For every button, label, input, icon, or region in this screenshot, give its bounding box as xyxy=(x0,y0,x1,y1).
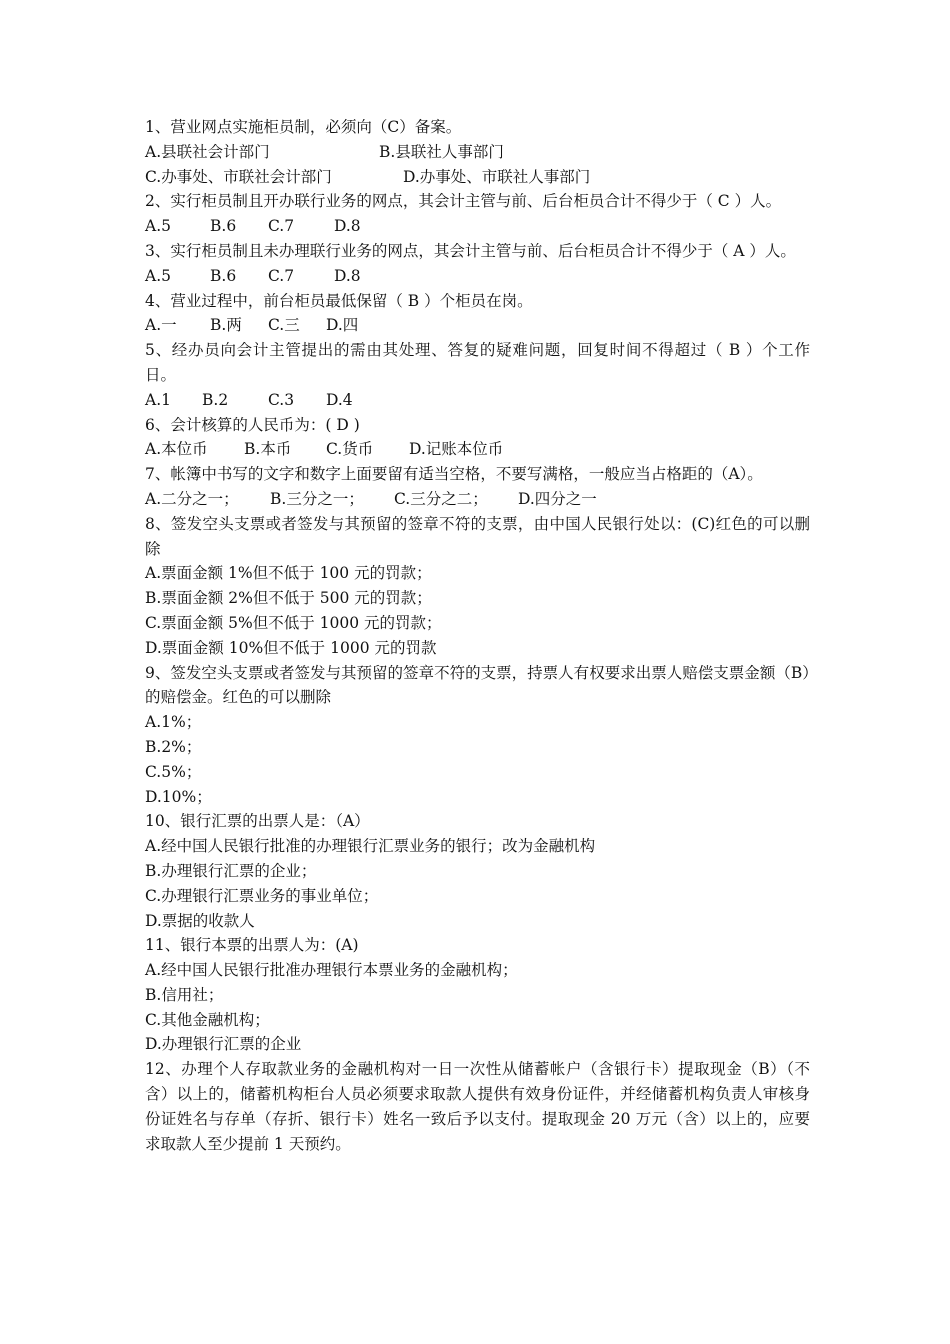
option-row xyxy=(145,264,810,289)
option-b: D.办事处、市联社人事部门 xyxy=(403,167,591,186)
option-a: A.县联社会计部门 xyxy=(145,142,270,161)
question-block xyxy=(145,661,810,810)
option-d: D.记账本位币 xyxy=(409,440,504,459)
option-c: C.7 xyxy=(268,266,295,285)
option-list xyxy=(145,710,810,809)
option-c: C.三分之二； xyxy=(394,489,488,508)
option-a: A.一 xyxy=(145,316,177,335)
question-block xyxy=(145,809,810,933)
option-d: D.8 xyxy=(334,217,361,236)
option-d: D.票面金额 10%但不低于 1000 元的罚款 xyxy=(145,638,437,657)
option-list xyxy=(145,834,810,933)
option-c: C.5%； xyxy=(145,762,202,781)
option-b: B.三分之一； xyxy=(270,489,364,508)
option-d: D.办理银行汇票的企业 xyxy=(145,1035,302,1054)
option-b: B.两 xyxy=(210,316,242,335)
option-row xyxy=(145,214,810,239)
question-text: 6、会计核算的人民币为：( D ) xyxy=(145,415,360,434)
question-block xyxy=(145,338,810,412)
option-a: A.1 xyxy=(145,390,171,409)
option-row xyxy=(145,165,810,190)
option-c: C.3 xyxy=(268,390,295,409)
option-c: C.办理银行汇票业务的事业单位； xyxy=(145,886,379,905)
option-a: A.二分之一； xyxy=(145,489,239,508)
option-c: C.7 xyxy=(268,217,295,236)
question-text: 11、银行本票的出票人为：(A) xyxy=(145,936,359,955)
option-c: C.货币 xyxy=(326,440,374,459)
question-block xyxy=(145,462,810,512)
option-a: A.1%； xyxy=(145,713,202,732)
option-b: B.2 xyxy=(202,390,229,409)
question-text: 3、实行柜员制且未办理联行业务的网点，其会计主管与前、后台柜员合计不得少于（ A ）人。 xyxy=(145,241,796,260)
option-d: D.4 xyxy=(326,390,353,409)
question-text: 12、办理个人存取款业务的金融机构对一日一次性从储蓄帐户（含银行卡）提取现金（B）（不含）以上的，储蓄机构柜台人员必须要求取款人提供有效身份证件，并经储蓄机构负责人审核身份证姓名与存单（存折、银行卡）姓名一致后予以支付。提取现金 20 万元（含）以上的，应要求取款人至少提前 1 天预约。 xyxy=(145,1060,810,1153)
question-text: 5、经办员向会计主管提出的需由其处理、答复的疑难问题，回复时间不得超过（ B ）个工作日。 xyxy=(145,341,810,384)
option-a: A.经中国人民银行批准的办理银行汇票业务的银行；改为金融机构 xyxy=(145,837,596,856)
option-c: C.票面金额 5%但不低于 1000 元的罚款； xyxy=(145,613,442,632)
option-d: D.8 xyxy=(334,266,361,285)
question-block xyxy=(145,165,810,190)
option-a: A.票面金额 1%但不低于 100 元的罚款； xyxy=(145,564,432,583)
question-block xyxy=(145,115,810,165)
option-row xyxy=(145,140,810,165)
question-text: 9、签发空头支票或者签发与其预留的签章不符的支票，持票人有权要求出票人赔偿支票金额（B）的赔偿金。红色的可以删除 xyxy=(145,663,810,707)
option-d: D.四 xyxy=(326,316,359,335)
option-b: B.信用社； xyxy=(145,985,224,1004)
question-block xyxy=(145,413,810,463)
option-d: D.四分之一 xyxy=(518,489,597,508)
question-text: 7、帐簿中书写的文字和数字上面要留有适当空格，不要写满格，一般应当占格距的（A）。 xyxy=(145,465,763,484)
option-d: D.票据的收款人 xyxy=(145,911,255,930)
question-text: 4、营业过程中，前台柜员最低保留（ B ）个柜员在岗。 xyxy=(145,291,533,310)
question-block xyxy=(145,289,810,339)
option-b: B.办理银行汇票的企业； xyxy=(145,861,317,880)
option-a: A.本位币 xyxy=(145,440,208,459)
option-a: A.经中国人民银行批准办理银行本票业务的金融机构； xyxy=(145,961,518,980)
option-row xyxy=(145,388,810,413)
option-a: A.5 xyxy=(145,266,171,285)
question-block xyxy=(145,239,810,289)
question-block xyxy=(145,1057,810,1156)
option-b: B.2%； xyxy=(145,737,202,756)
question-text: 8、签发空头支票或者签发与其预留的签章不符的支票，由中国人民银行处以：(C)红色的可以删除 xyxy=(145,514,810,558)
question-list xyxy=(145,115,810,1156)
option-a: A.5 xyxy=(145,217,171,236)
question-text: 1、营业网点实施柜员制，必须向（C）备案。 xyxy=(145,118,462,136)
option-b: B.票面金额 2%但不低于 500 元的罚款； xyxy=(145,589,432,608)
option-d: D.10%； xyxy=(145,787,212,806)
question-block xyxy=(145,933,810,1057)
option-b: B.县联社人事部门 xyxy=(379,142,504,161)
option-a: C.办事处、市联社会计部门 xyxy=(145,167,332,186)
option-c: C.三 xyxy=(268,316,300,335)
question-text: 2、实行柜员制且开办联行业务的网点，其会计主管与前、后台柜员合计不得少于（ C ）人。 xyxy=(145,192,782,211)
question-block xyxy=(145,189,810,239)
question-text: 10、银行汇票的出票人是：（A） xyxy=(145,812,370,831)
option-list xyxy=(145,958,810,1057)
option-row xyxy=(145,487,810,512)
option-c: C.其他金融机构； xyxy=(145,1010,270,1029)
option-b: B.6 xyxy=(210,266,237,285)
option-b: B.6 xyxy=(210,217,237,236)
option-row xyxy=(145,437,810,462)
question-block xyxy=(145,512,810,661)
option-row xyxy=(145,313,810,338)
option-list xyxy=(145,561,810,660)
option-b: B.本币 xyxy=(244,440,292,459)
